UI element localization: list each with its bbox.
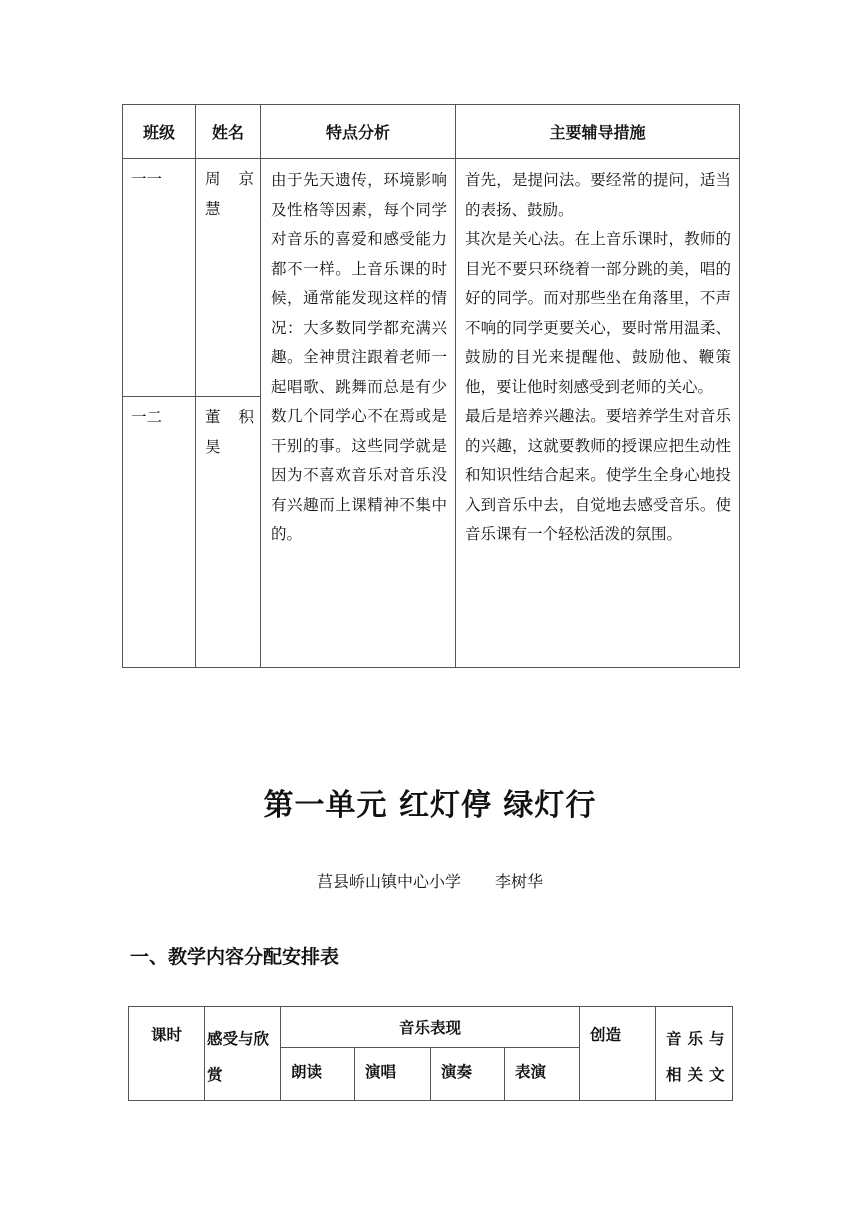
author-school: 莒县峤山镇中心小学 bbox=[316, 872, 461, 891]
guidance-table bbox=[122, 104, 740, 668]
student-name-2: 董 积昊 bbox=[205, 408, 254, 456]
header-appreciation: 感受与欣赏 bbox=[205, 1007, 281, 1101]
guidance-table-header bbox=[123, 105, 740, 159]
class-cell-1: 一一 bbox=[131, 170, 163, 188]
analysis-cell bbox=[261, 159, 456, 668]
analysis-text: 由于先天遗传，环境影响及性格等因素，每个同学对音乐的喜爱和感受能力都不一样。上音乐课的时候，通常能发现这样的情况：大多数同学都充满兴趣。全神贯注跟着老师一起唱歌、跳舞而总是有少数几个同学心不在焉或是干别的事。这些同学就是因为不喜欢音乐对音乐没有兴趣而上课精神不集中的。 bbox=[271, 171, 447, 543]
header-performance: 音乐表现 bbox=[281, 1007, 580, 1048]
class-column bbox=[123, 159, 196, 668]
allocation-header-row-1 bbox=[129, 1007, 733, 1048]
header-creation: 创造 bbox=[580, 1007, 656, 1101]
sub-header-singing: 演唱 bbox=[355, 1048, 431, 1101]
header-culture: 音乐与相关文 bbox=[656, 1007, 733, 1101]
student-name-1: 周 京慧 bbox=[205, 170, 254, 218]
header-measures: 主要辅导措施 bbox=[456, 105, 740, 159]
header-name: 姓名 bbox=[196, 105, 261, 159]
measure-interest: 最后是培养兴趣法。要培养学生对音乐的兴趣，这就要教师的授课应把生动性和知识性结合起来。使学生全身心地投入到音乐中去，自觉地去感受音乐。使音乐课有一个轻松活泼的氛围。 bbox=[465, 407, 731, 543]
header-analysis: 特点分析 bbox=[261, 105, 456, 159]
class-cell-2: 一二 bbox=[131, 408, 163, 426]
measures-cell bbox=[456, 159, 740, 668]
section-heading: 一、教学内容分配安排表 bbox=[130, 946, 340, 968]
measure-care: 其次是关心法。在上音乐课时，教师的目光不要只环绕着一部分跳的美，唱的好的同学。而对那些坐在角落里，不声不响的同学更要关心，要时常用温柔、鼓励的目光来提醒他、鼓励他、鞭策他，要让他时刻感受到老师的关心。 bbox=[465, 230, 731, 396]
allocation-table bbox=[128, 1006, 733, 1101]
header-lesson: 课时 bbox=[129, 1007, 205, 1101]
author-line bbox=[0, 869, 860, 892]
unit-title: 第一单元 红灯停 绿灯行 bbox=[263, 788, 597, 823]
measure-question: 首先，是提问法。要经常的提问，适当的表扬、鼓励。 bbox=[465, 171, 731, 219]
sub-header-reading: 朗读 bbox=[281, 1048, 355, 1101]
sub-header-acting: 表演 bbox=[505, 1048, 580, 1101]
sub-header-playing: 演奏 bbox=[431, 1048, 505, 1101]
name-column bbox=[196, 159, 261, 668]
author-name: 李树华 bbox=[495, 872, 544, 891]
guidance-table-body bbox=[123, 159, 740, 668]
header-class: 班级 bbox=[123, 105, 196, 159]
